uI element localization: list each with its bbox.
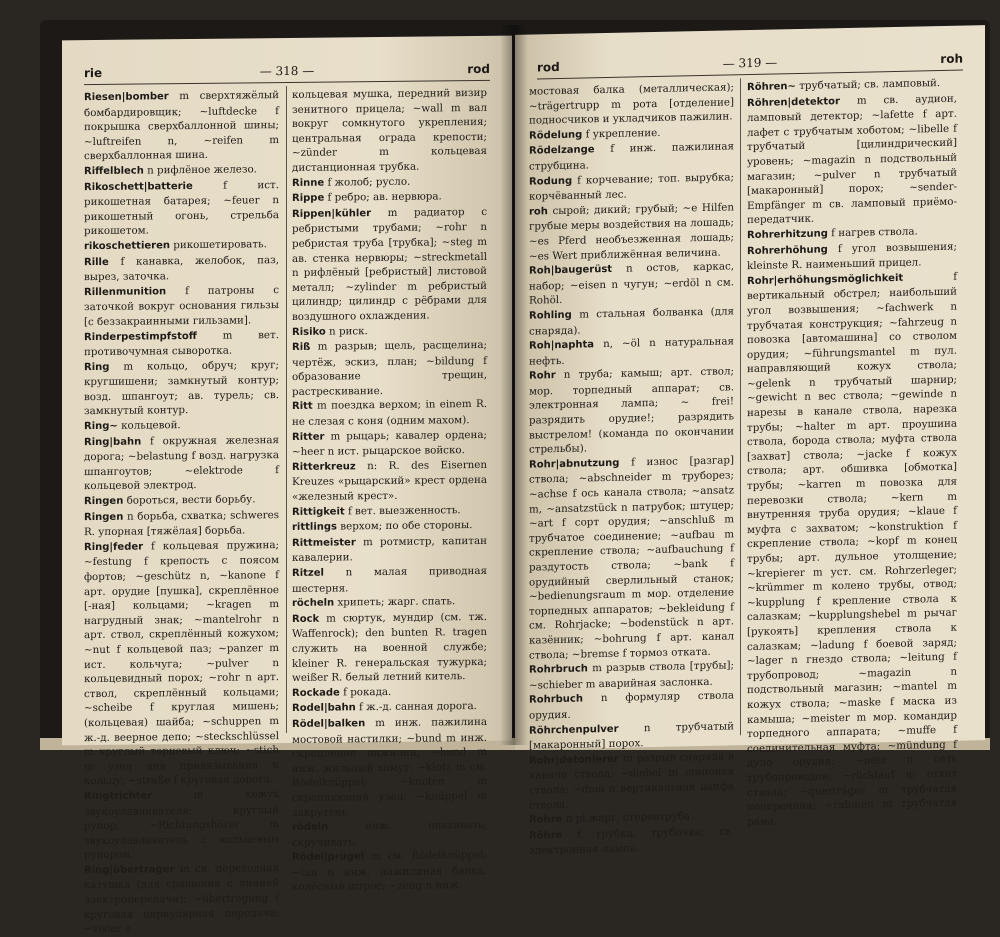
dictionary-entry [529, 365, 734, 458]
dictionary-entry [529, 80, 734, 128]
dictionary-entry [529, 453, 734, 663]
entry-headword: Rittigkeit [292, 506, 345, 518]
dictionary-entry [84, 433, 279, 494]
entry-headword: Rohrerhitzung [747, 228, 828, 242]
dictionary-entry [529, 334, 734, 368]
entry-definition: m разрыв ствола [трубы]; ~schieber m аварийная заслонка. [529, 659, 734, 692]
dictionary-entry [84, 787, 279, 863]
right-header-guide-word-start: rod [537, 59, 560, 75]
entry-definition: f патроны с заточкой вокруг основания гильзы [с беззакраинными гильзами]. [84, 283, 279, 329]
entry-definition: f корчевание; топ. вырубка; корчёванный лес. [529, 170, 734, 203]
entry-headword: Rillenmunition [84, 285, 167, 298]
entry-definition: m радиатор с ребристыми трубами; ~rohr n ребристая труба [трубка]; ~steg m ав. стенка нервюры; ~streckmetall n рифлёный [ребристый] листовой металл; ~zylinder m ребристый цилиндр; цилиндр с рёбрами для воздушного охлаждения. [292, 205, 487, 323]
entry-headword: Rockade [292, 687, 340, 699]
entry-headword: Rohr|erhöhungsmöglichkeit [747, 272, 904, 287]
entry-headword: rittlings [292, 521, 338, 534]
dictionary-entry [84, 328, 279, 360]
dictionary-entry [529, 824, 734, 858]
dictionary-entry [529, 749, 734, 813]
dictionary-entry [747, 269, 957, 829]
entry-definition: f вет. выезженность. [347, 503, 461, 517]
entry-definition: m кожух звукоулавливателя; круглый рупор; ~Richtungshörer m звукоулавливатель с кольцевым рупором. [84, 787, 279, 862]
entry-headword: Ritzel [292, 567, 324, 579]
entry-definition: f нагрев ствола. [831, 225, 918, 240]
entry-definition: сырой; дикий; грубый; ~e Hilfen грубые меры воздействия на лошадь; ~es Pferd необъезженная лошадь; ~es Wert приближённая величина. [529, 201, 734, 263]
entry-headword: Rittmeister [292, 537, 356, 549]
entry-headword: Rodel|bahn [292, 702, 356, 715]
entry-definition: m св. переходная катушка (для сращения с линией электропередачи); ~übertragung f круговая циркулярная передача; ~visier n [84, 861, 279, 936]
entry-headword: Rödelzange [529, 144, 595, 158]
entry-definition: m разрыв; щель, расщелина; чертёж, эскиз, план; ~bildung f образование трещин, растрескивание. [292, 338, 487, 398]
dictionary-entry [529, 140, 734, 174]
dictionary-entry [747, 239, 957, 274]
dictionary-entry [529, 689, 734, 723]
entry-definition: n трубчатый [макаронный] порох. [529, 719, 734, 752]
dictionary-entry [292, 715, 487, 820]
entry-definition: кольцевой. [121, 419, 181, 432]
entry-definition: m кольцо, обруч; круг; кругшишени; замкнутый контур; возд. шпангоут; ав. турель; св. замкнутый контур. [84, 358, 279, 418]
dictionary-entry [529, 304, 734, 338]
entry-definition: бороться, вести борьбу. [126, 493, 256, 507]
column-separator [740, 78, 741, 735]
entry-definition: f трубка, трубочка; св. электронная лампа. [529, 825, 734, 857]
entry-definition: m вет. противочумная сыворотка. [84, 328, 279, 359]
entry-definition: n pl жарг. стереотруба. [565, 810, 694, 825]
entry-definition: f окружная железная дорога; ~belastung f возд. нагрузка шпангоутов; ~elektrode f кольцевой электрод. [84, 433, 279, 493]
entry-headword: Rohr [529, 370, 556, 382]
entry-headword: Ritter [292, 431, 325, 443]
right-header-guide-word-end: roh [940, 51, 963, 67]
entry-headword: Ring|bahn [84, 436, 142, 448]
entry-headword: rödeln [292, 821, 329, 834]
dictionary-entry [292, 428, 487, 460]
entry-headword: Ringtrichter [84, 790, 153, 803]
entry-definition: m сюртук, мундир (см. тж. Waffenrock); den bunten R. tragen служить на военной службе; kleiner R. генеральская тужурка; weißer R. белый летний китель. [292, 610, 487, 685]
dictionary-entry [84, 538, 279, 789]
entry-definition: инж. опахивать; скручивать. [292, 818, 487, 849]
entry-definition: f вертикальный обстрел; наибольший угол возвышения; ~fachwerk n трубчатая конструкция; ~fahrzeug n повозка [автомашина] со стволом орудия; ~führungsmantel m пул. направляющий кожух ствола; ~gelenk n трубчатый шарнир; ~gewicht n вес ствола; ~gewinde n нарезы в канале ствола, нарезка трубы; ~halter m арт. проушина ствола, борода ствола; муфта ствола [захват] ствола; ~jacke f кожух ствола; арт. обшивка [обмотка] трубы; ~karren m повозка для перевозки ствола; ~kern m внутренняя труба орудия; ~klaue f муфта с захватом; ~konstruktion f скрепление ствола; ~kopf m конец трубы; арт. дульное утолщение; ~krepierer m уст. см. Rohrzerleger; ~krümmer m колено трубы, отвод; ~kupplung f крепление ствола к салазкам; ~kupplungshebel m рычаг [рукоять] крепления ствола к салазкам; ~ladung f боевой заряд; ~lager n гнездо ствола; ~leitung f трубопровод; ~magazin n подствольный магазин; ~mantel m кожух ствола; ~maske f маска из камыша; ~meister m мор. командир торпедного аппарата; ~muffe f соединительная муфта; ~mündung f дуло орудия; ~netz n сеть трубопроводов; ~rücklauf m откат ствола; ~querträger m трубчатая поперечина; ~rahmen m трубчатая рама. [747, 270, 957, 828]
entry-definition: кольцевая мушка, передний визир зенитного прицела; ~wall m вал вокруг сомкнутого укрепления; центральная ограда крепости; ~zünder m кольцевая дистанционная трубка. [292, 86, 487, 174]
dictionary-entry [84, 492, 279, 510]
entry-headword: Rödel|balken [292, 718, 366, 730]
entry-headword: Roh|naphta [529, 339, 595, 352]
entry-headword: Roh|baugerüst [529, 264, 613, 277]
dictionary-entry [292, 564, 487, 596]
entry-definition: f ребро; ав. нервюра. [327, 190, 442, 204]
dictionary-entry [292, 397, 487, 429]
dictionary-entry [292, 610, 487, 686]
entry-definition: m ротмистр, капитан кавалерии. [292, 534, 487, 565]
right-page-number: — 319 — [722, 55, 778, 71]
entry-headword: Röhren~ [747, 81, 796, 94]
entry-definition: f канавка, желобок, паз, вырез, заточка. [84, 253, 280, 284]
entry-definition: f укрепление. [585, 126, 661, 141]
dictionary-entry [292, 458, 487, 505]
entry-definition: рикошетировать. [173, 238, 267, 252]
left-header-guide-word-start: rie [84, 65, 103, 81]
entry-headword: Riß [292, 341, 311, 354]
entry-definition: m разрыв снаряда в канале ствола; ~diebel m шипонка ствола; ~dom n вертикальная цапфа ствола. [529, 750, 734, 812]
dictionary-entry [84, 861, 279, 937]
dictionary-entry [84, 283, 279, 330]
entry-definition: m поездка верхом; in einem R. не слезая с коня (одним махом). [292, 398, 487, 429]
entry-headword: Röhren|detektor [747, 95, 840, 109]
entry-headword: Röhre [529, 829, 563, 842]
entry-definition: m см. Rödelknüppel; ~tau n инж. пажилиная балка, колёсный штрос; ~zeug n инж. [292, 849, 487, 894]
entry-headword: Rippe [292, 192, 325, 205]
entry-headword: Rodung [529, 175, 573, 188]
entry-headword: rikoschettieren [84, 240, 170, 253]
left-header-guide-word-end: rod [467, 61, 490, 77]
book-gutter [500, 25, 528, 745]
entry-headword: Rohre [529, 814, 563, 826]
right-page [515, 25, 985, 857]
entry-definition: f рокада. [343, 685, 392, 699]
dictionary-entry [292, 338, 487, 399]
dictionary-entry [529, 200, 734, 264]
dictionary-entry [292, 848, 487, 895]
dictionary-entry [529, 658, 734, 692]
entry-definition: f износ [разгар] ствола; ~abschneider m труборез; ~achse f ось канала ствола; ~ansatz m, ~ansatzstück n патрубок; штуцер; ~art f сорт орудия; ~anschluß m трубчатое соединение; ~aufbau m скрепление ствола; ~aufbauchung f раздутость ствола; ~bank f орудийный сверлильный станок; ~bedienungsraum m мор. отделение торпедных аппаратов; ~bekleidung f см. Rohrjacke; ~bodenstück n арт. казённик; ~bohrung f арт. канал ствола; ~bremse f тормоз отката. [529, 454, 734, 662]
entry-headword: Ring~ [84, 420, 118, 433]
dictionary-entry [292, 534, 487, 566]
dictionary-entry [529, 259, 734, 308]
entry-headword: Ring|übertrager [84, 864, 175, 877]
left-page-column-1 [84, 88, 280, 936]
entry-definition: m инж. пажилина мостовой настилки; ~bund m инж. скрепление пажилин; ~hund m инж. жильный хомут; ~klotz m см. Rödelknüppel; ~knoten m скрепляющий узел; ~knüppel m закрутень. [292, 715, 487, 819]
entry-definition: трубчатый; св. ламповый. [799, 77, 941, 92]
dictionary-entry [292, 86, 487, 176]
entry-headword: Rinne [292, 177, 325, 189]
entry-headword: Rohrbruch [529, 663, 588, 676]
column-separator [286, 86, 287, 733]
entry-definition: f ист. рикошетная батарея; ~feuer n рикошетный огонь, стрельба рикошетом. [84, 178, 279, 238]
entry-definition: f кольцевая пружина; ~festung f крепость с поясом фортов; ~geschütz n, ~kanone f арт. орудие [пушка], скреплённое [-ная] кольцами; ~kragen m нагрудный знак; ~mantelrohr n арт. ствол, скреплённый кожухом; ~nut f кольцевой паз; ~panzer m ист. кольчуга; ~pulver n кольцевидный порох; ~rohr n арт. ствол, скреплённый кольцами; ~scheibe f круглая мишень; (кольцевая) шайба; ~schuppen m ж.-д. веерное депо; ~steckschlüssel m круглый торцевый ключ; ~stich m узел для привязывания к кольцу; ~straße f круговая дорога. [84, 538, 280, 788]
dictionary-entry [529, 719, 734, 753]
entry-definition: n рифлёное железо. [147, 163, 257, 177]
entry-headword: Rohr|abnutzung [529, 457, 620, 471]
entry-headword: Rohrerhöhung [747, 243, 828, 257]
dictionary-entry [529, 170, 734, 204]
left-page-number: — 318 — [259, 63, 315, 79]
left-page-column-2 [292, 86, 488, 894]
entry-definition: m стальная болванка (для снаряда). [529, 305, 734, 338]
entry-headword: Rikoschett|batterie [84, 180, 193, 193]
entry-headword: Rohr|detonierer [529, 753, 619, 767]
entry-headword: Rippen|kühler [292, 207, 372, 220]
entry-definition: f инж. пажилиная струбцина. [529, 140, 734, 173]
dictionary-entry [747, 91, 957, 228]
entry-definition: мостовая балка (металлическая); ~trägertrupp m рота [отделение] подносчиков и укладчиков пажилин. [529, 81, 734, 127]
dictionary-entry [84, 253, 279, 285]
dictionary-entry [84, 162, 279, 180]
entry-headword: Rock [292, 613, 320, 625]
dictionary-entry [84, 508, 279, 540]
entry-headword: Ritterkreuz [292, 461, 356, 473]
entry-headword: Ringen [84, 495, 124, 508]
entry-definition: n борьба, схватка; schweres R. упорная [тяжёлая] борьба. [84, 508, 279, 539]
entry-headword: roh [529, 205, 548, 218]
right-page-column-2 [747, 76, 957, 828]
entry-definition: n, ~öl n натуральная нефть. [529, 335, 734, 368]
entry-headword: Rohrbuch [529, 693, 583, 706]
entry-headword: Riffelblech [84, 165, 144, 178]
entry-definition: m сверхтяжёлый бомбардировщик; ~luftdecke f покрышка сверхбаллонной шины; ~luftreifen n, ~reifen m сверхбаллонная шина. [84, 89, 279, 163]
entry-definition: n малая приводная шестерня. [292, 564, 488, 595]
entry-definition: m рыцарь; кавалер ордена; ~heer n ист. рыцарское войско. [292, 428, 487, 459]
entry-definition: хрипеть; жарг. спать. [337, 595, 456, 609]
entry-headword: Rohling [529, 309, 572, 322]
dictionary-entry [292, 818, 487, 850]
dictionary-entry [84, 237, 279, 255]
entry-definition: n труба; камыш; арт. ствол; мор. торпедный аппарат; св. электронная лампа; ~ frei! разрядить орудие!; разрядить выстрелом! (команда по окончании стрельбы). [529, 365, 734, 456]
dictionary-entry [292, 205, 487, 325]
entry-definition: n риск. [329, 324, 368, 338]
entry-headword: Ring [84, 361, 110, 373]
entry-definition: n формуляр ствола орудия. [529, 689, 734, 722]
entry-headword: Ringen [84, 511, 124, 523]
entry-headword: Röhrchenpulver [529, 723, 619, 737]
dictionary-entry [292, 518, 487, 536]
dictionary-entry [84, 358, 279, 419]
entry-headword: Rille [84, 256, 109, 268]
entry-headword: Riesen|bomber [84, 91, 169, 104]
entry-definition: f угол возвышения; kleinste R. наименьший прицел. [747, 240, 957, 273]
entry-headword: Ritt [292, 401, 313, 413]
entry-headword: Rinderpestimpfstoff [84, 330, 197, 343]
dictionary-entry [84, 178, 279, 239]
entry-headword: Rödelung [529, 129, 583, 142]
entry-definition: f жолоб; русло. [327, 175, 411, 189]
dictionary-entry [84, 88, 279, 164]
left-page [62, 36, 512, 936]
entry-definition: n: R. des Eisernen Kreuzes «рыцарский» крест ордена «железный крест». [292, 458, 487, 503]
entry-definition: верхом; по обе стороны. [340, 519, 473, 533]
entry-definition: n остов, каркас, набор; ~eisen n чугун; ~erdöl n см. Rohöl. [529, 260, 734, 307]
entry-definition: f ж.-д. санная дорога. [359, 700, 477, 714]
entry-definition: m св. аудион, ламповый детектор; ~lafette f арт. лафет с трубчатым хоботом; ~libelle f трубчатый [цилиндрический] уровень; ~magazin n подствольный магазин; ~pulver n трубчатый [макаронный] порох; ~sender-Empfänger m св. ламповый приёмо-передатчик. [747, 92, 957, 227]
entry-headword: Risiko [292, 326, 326, 338]
right-page-column-1 [529, 80, 734, 857]
entry-headword: Rödel|prügel [292, 851, 365, 864]
entry-headword: röcheln [292, 597, 335, 610]
entry-headword: Ring|feder [84, 541, 144, 553]
